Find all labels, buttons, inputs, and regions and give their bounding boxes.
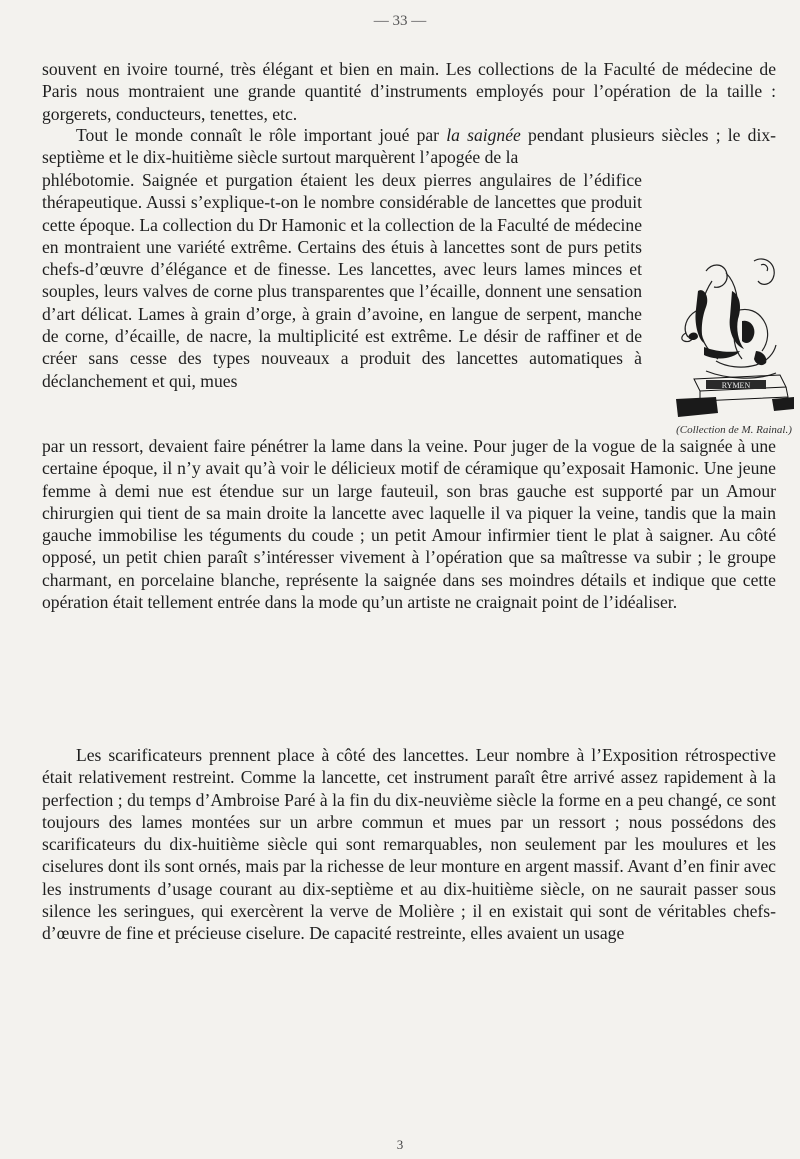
- printer-signature-mark: 3: [396, 1137, 404, 1152]
- figure-caption: (Collection de M. Rainal.): [676, 424, 792, 436]
- porcelain-figurine-illustration: [676, 251, 796, 423]
- page-number: — 33 —: [373, 13, 427, 29]
- paragraph-2-intro: [42, 124, 776, 169]
- figurine-drawing: [676, 251, 796, 423]
- paragraph-2-continued: pendant plusieurs siècles ; le dix-septième et le dix-huitième siècle surtout marquèrent l’apogée de la: [42, 125, 776, 168]
- paragraph-2-start: Tout le monde connaît le rôle important joué par: [76, 125, 440, 145]
- paragraph-2-end: par un ressort, devaient faire pénétrer la lame dans la veine. Pour juger de la vogue de la saignée à une certaine époque, il n’y avait qu’à voir le délicieux motif de céramique qu’exposait Hamonic. Une jeune femme à demi nue est étendue sur un large fauteuil, son bras gauche est supporté par un Amour chirurgien qui tient de sa main droite la lancette avec laquelle il va piquer la veine, tandis que la main gauche immobilise les téguments du coude ; un petit Amour infirmier tient le plat à saigner. Au côté opposé, un petit chien paraît s’intéresser vivement à l’opération que sa maîtresse va subir ; le groupe charmant, en porcelaine blanche, représente la saignée dans ses moindres détails et indique que cette opération était tellement entrée dans la mode qu’un artiste ne craignait point de l’idéaliser.: [42, 436, 776, 613]
- paragraph-2-wrapped: phlébotomie. Saignée et purgation étaient les deux pierres angulaires de l’édifice thérapeutique. Aussi s’explique-t-on le nombre considérable de lancettes que produit cette époque. La collection du Dr Hamonic et la collection de la Faculté de médecine en montraient une variété extrême. Certains des étuis à lancettes sont de purs petits chefs-d’œuvre d’élégance et de finesse. Les lancettes, avec leurs lames minces et souples, leurs valves de corne plus transparentes que l’écaille, donnent une sensation d’art délicat. Lames à grain d’orge, à grain d’avoine, en langue de serpent, manche de corne, d’écaille, de nacre, la multiplicité est extrême. Le désir de raffiner et de créer sans cesse des types nouveaux a produit des lancettes automatiques à déclanchement et qui, mues: [42, 170, 642, 391]
- paragraph-1: souvent en ivoire tourné, très élégant et bien en main. Les collections de la Faculté de médecine de Paris nous montraient une grande quantité d’instruments employés pour l’opération de la taille : gorgerets, conducteurs, tenettes, etc.: [42, 59, 776, 124]
- paragraph-3: Les scarificateurs prennent place à côté des lancettes. Leur nombre à l’Exposition rétrospective était relativement restreint. Comme la lancette, cet instrument paraît être arrivé assez rapidement à la perfection ; du temps d’Ambroise Paré à la fin du dix-neuvième siècle la forme en a peu changé, ce sont toujours des lames montées sur un arbre commun et mues par un ressort ; nous possédons des scarificateurs du dix-huitième siècle qui sont remarquables, non seulement par les moulures et les ciselures dont ils sont ornés, mais par la richesse de leur monture en argent massif. Avant d’en finir avec les instruments d’usage courant au dix-septième et au dix-huitième siècle, on ne saurait passer sous silence les seringues, qui exercèrent la verve de Molière ; il en existait qui sont de véritables chefs-d’œuvre de fine et précieuse ciselure. De capacité restreinte, elles avaient un usage: [42, 745, 776, 944]
- emphasis-la-saignee: la saignée: [446, 125, 521, 145]
- plaque-inscription: RYMEN: [721, 381, 751, 390]
